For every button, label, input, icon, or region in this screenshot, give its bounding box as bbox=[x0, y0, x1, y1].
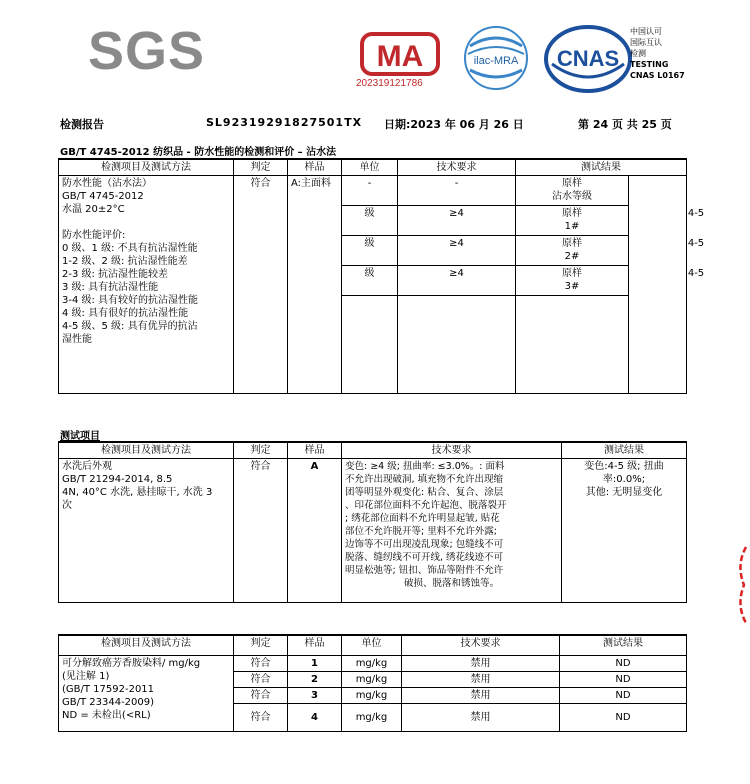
cnas-line: TESTING bbox=[630, 60, 669, 69]
col-header: 判定 bbox=[234, 442, 288, 459]
judgement-cell: 符合 bbox=[234, 655, 288, 671]
unit-cell: mg/kg bbox=[342, 655, 402, 671]
unit-cell: 级 bbox=[342, 206, 398, 236]
req-line: ; 绣花部位面料不允许明显起皱, 贴花 bbox=[345, 513, 500, 524]
method-cell bbox=[59, 655, 234, 731]
method-line: (见注解 1) bbox=[62, 670, 110, 682]
ilac-logo-text: ilac-MRA bbox=[473, 55, 519, 67]
empty-cell bbox=[398, 296, 516, 394]
result-cell: ND bbox=[560, 703, 687, 731]
table1-title: GB/T 4745-2012 纺织品 - 防水性能的检测和评价 – 沾水法 bbox=[60, 147, 337, 158]
unit-cell: 级 bbox=[342, 266, 398, 296]
requirement-cell bbox=[342, 459, 562, 603]
col-header: 判定 bbox=[234, 635, 288, 655]
method-line: 湿性能 bbox=[62, 334, 92, 345]
method-line: 1-2 级、2 级: 抗沾湿性能差 bbox=[62, 256, 188, 267]
col-header: 单位 bbox=[342, 635, 402, 655]
method-line: 3-4 级: 具有较好的抗沾湿性能 bbox=[62, 295, 199, 306]
sample-label-cell bbox=[516, 206, 705, 236]
judgement-cell: 符合 bbox=[234, 671, 288, 687]
method-cell bbox=[59, 176, 234, 394]
sample-label-cell bbox=[516, 266, 705, 296]
result-value: 4-5 bbox=[687, 268, 705, 279]
unit-cell: mg/kg bbox=[342, 703, 402, 731]
col-header: 判定 bbox=[234, 159, 288, 176]
method-line: GB/T 23344-2009) bbox=[62, 696, 155, 708]
cnas-line: 检测 bbox=[630, 49, 646, 58]
method-line: 次 bbox=[62, 500, 72, 511]
col-header: 测试结果 bbox=[516, 159, 687, 176]
judgement-cell: 符合 bbox=[234, 459, 288, 603]
req-cell: - bbox=[398, 176, 516, 206]
cnas-logo-icon bbox=[544, 24, 632, 94]
req-line: 、印花部位面料不允许起泡、脱落裂开 bbox=[345, 500, 507, 511]
method-line: ND = 未检出(<RL) bbox=[62, 709, 151, 721]
method-line: 4 级: 具有很好的抗沾湿性能 bbox=[62, 308, 189, 319]
sample-sub: 2# bbox=[564, 251, 580, 262]
cnas-accreditation-text bbox=[630, 26, 685, 81]
method-line: 0 级、1 级: 不具有抗沾湿性能 bbox=[62, 243, 198, 254]
req-cell: 禁用 bbox=[402, 655, 560, 671]
cnas-line: 国际互认 bbox=[630, 38, 662, 47]
unit-cell: 级 bbox=[342, 236, 398, 266]
req-line: 变色: ≥4 级; 扭曲率: ≤3.0%。: 面料 bbox=[345, 461, 505, 472]
sample-cell: A:主面料 bbox=[288, 176, 342, 394]
ilac-mra-logo-icon bbox=[460, 24, 532, 92]
cnas-logo-text: CNAS bbox=[556, 46, 620, 71]
unit-cell: - bbox=[342, 176, 398, 206]
sample-sub: 3# bbox=[564, 281, 580, 292]
method-line: 防水性能评价: bbox=[62, 230, 126, 241]
sample-label: 原样 bbox=[562, 208, 582, 219]
ma-logo-text: MA bbox=[376, 40, 424, 73]
req-line: 团等明显外观变化: 粘合、复合、涂层 bbox=[345, 487, 504, 498]
sample-label-cell bbox=[516, 236, 705, 266]
col-header: 技术要求 bbox=[342, 442, 562, 459]
sample-cell: 4 bbox=[288, 703, 342, 731]
method-line: 4N, 40°C 水洗, 悬挂晾干, 水洗 3 bbox=[62, 487, 213, 498]
col-header: 样品 bbox=[288, 442, 342, 459]
judgement-cell: 符合 bbox=[234, 687, 288, 703]
sample-cell: 2 bbox=[288, 671, 342, 687]
req-cell: ≥4 bbox=[398, 266, 516, 296]
result-line: 变色:4-5 级; 扭曲率:0.0%; bbox=[584, 461, 664, 485]
method-line: 防水性能（沾水法） bbox=[62, 178, 152, 189]
ma-reg-number: 202319121786 bbox=[356, 78, 423, 89]
req-line: 明显松弛等; 钮扣、饰品等附件不允许 bbox=[345, 565, 504, 576]
result-value: 4-5 bbox=[687, 208, 705, 219]
report-number: SL92319291827501TX bbox=[206, 116, 363, 129]
sample-label: 原样 bbox=[562, 238, 582, 249]
req-line: 破损、脱落和锈蚀等。 bbox=[403, 578, 499, 589]
sample-sub: 沾水等级 bbox=[552, 191, 592, 202]
unit-cell: mg/kg bbox=[342, 687, 402, 703]
req-line: 不允许出现破洞, 填充物不允许出现缩 bbox=[345, 474, 504, 485]
req-line: 部位不允许脱开等; 里料不允许外露; bbox=[345, 526, 497, 537]
req-cell: 禁用 bbox=[402, 687, 560, 703]
col-header: 测试结果 bbox=[562, 442, 687, 459]
result-cell: ND bbox=[560, 687, 687, 703]
method-cell bbox=[59, 459, 234, 603]
empty-cell bbox=[342, 296, 398, 394]
col-header: 技术要求 bbox=[398, 159, 516, 176]
col-header: 单位 bbox=[342, 159, 398, 176]
req-line: 脱落、缝纫线不可开线, 绣花线迹不可 bbox=[345, 552, 504, 563]
report-page: 第 24 页 共 25 页 bbox=[578, 118, 672, 131]
wash-appearance-table bbox=[58, 441, 687, 603]
req-cell: 禁用 bbox=[402, 703, 560, 731]
col-header: 检测项目及测试方法 bbox=[59, 442, 234, 459]
method-line: GB/T 21294-2014, 8.5 bbox=[62, 474, 173, 485]
method-line: 水温 20±2°C bbox=[62, 204, 125, 215]
col-header: 检测项目及测试方法 bbox=[59, 635, 234, 655]
seal-edge-icon bbox=[732, 545, 750, 625]
judgement-cell: 符合 bbox=[234, 176, 288, 394]
method-line: 水洗后外观 bbox=[62, 461, 112, 472]
col-header: 技术要求 bbox=[402, 635, 560, 655]
col-header: 样品 bbox=[288, 159, 342, 176]
result-cell: ND bbox=[560, 655, 687, 671]
result-line: 其他: 无明显变化 bbox=[585, 487, 663, 498]
col-header: 测试结果 bbox=[560, 635, 687, 655]
azo-dye-table bbox=[58, 634, 687, 732]
report-label: 检测报告 bbox=[60, 118, 104, 131]
sample-label: 原样 bbox=[562, 268, 582, 279]
water-repellency-table bbox=[58, 158, 705, 394]
empty-cell bbox=[516, 296, 629, 394]
cnas-line: CNAS L0167 bbox=[630, 71, 685, 80]
method-line: GB/T 4745-2012 bbox=[62, 191, 144, 202]
method-line: 可分解致癌芳香胺染料/ mg/kg bbox=[62, 657, 201, 669]
result-cell: ND bbox=[560, 671, 687, 687]
req-cell: ≥4 bbox=[398, 206, 516, 236]
sample-cell: 1 bbox=[288, 655, 342, 671]
cnas-line: 中国认可 bbox=[630, 27, 662, 36]
sgs-logo: SGS bbox=[88, 21, 206, 81]
result-cell bbox=[562, 459, 687, 603]
method-line: 4-5 级、5 级: 具有优异的抗沾 bbox=[62, 321, 198, 332]
sample-cell: 3 bbox=[288, 687, 342, 703]
judgement-cell: 符合 bbox=[234, 703, 288, 731]
req-cell: 禁用 bbox=[402, 671, 560, 687]
sample-sub: 1# bbox=[564, 221, 580, 232]
table2-title: 测试项目 bbox=[60, 431, 100, 442]
unit-cell: mg/kg bbox=[342, 671, 402, 687]
method-line: 3 级: 具有抗沾湿性能 bbox=[62, 282, 159, 293]
sample-label: 原样 bbox=[562, 178, 582, 189]
req-cell: ≥4 bbox=[398, 236, 516, 266]
method-line: 2-3 级: 抗沾湿性能较差 bbox=[62, 269, 169, 280]
report-date: 日期:2023 年 06 月 26 日 bbox=[384, 118, 524, 131]
sample-cell: A bbox=[288, 459, 342, 603]
req-line: 边饰等不可出现凌乱现象; 包缝线不可 bbox=[345, 539, 504, 550]
col-header: 样品 bbox=[288, 635, 342, 655]
sample-label-cell bbox=[516, 176, 629, 206]
col-header: 检测项目及测试方法 bbox=[59, 159, 234, 176]
result-value: 4-5 bbox=[687, 238, 705, 249]
method-line: (GB/T 17592-2011 bbox=[62, 683, 155, 695]
